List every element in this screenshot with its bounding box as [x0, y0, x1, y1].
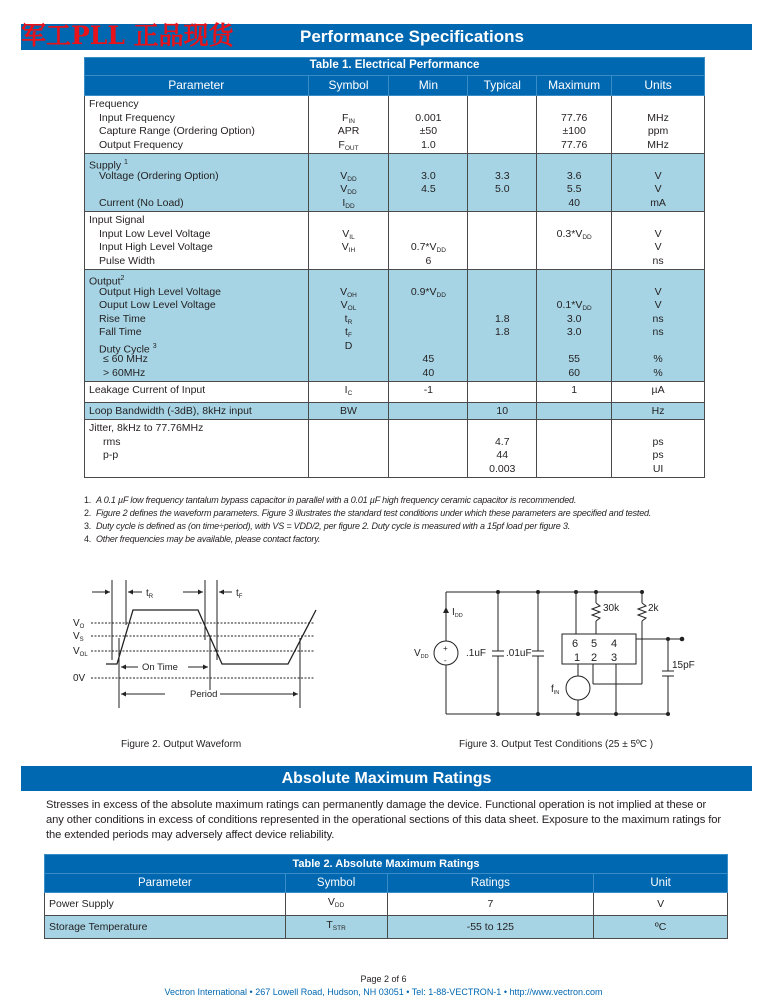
svg-text:+: + — [443, 644, 448, 653]
page-footer — [0, 973, 767, 999]
period-label: Period — [190, 689, 218, 700]
param-label: Input High Level Voltage — [99, 241, 213, 253]
symbol: V — [340, 169, 348, 182]
footnote-text: Duty cycle is defined as (on time÷period), with VS = VDD/2, per figure 2. Duty cycle is measured with a 15pf load per figure 3. — [96, 521, 571, 531]
symbol-sub: DD — [347, 189, 357, 196]
value: V — [654, 299, 662, 311]
value: V — [654, 169, 662, 182]
symbol: t — [345, 326, 348, 338]
figure3-caption: Figure 3. Output Test Conditions (25 ± 5ºC ) — [459, 739, 654, 750]
tf-label: $t_F$ — [236, 588, 243, 600]
current-arrow-icon — [443, 607, 449, 613]
waveform-trace — [106, 610, 316, 664]
col-header: Units — [612, 76, 705, 96]
value: 5.0 — [494, 183, 510, 195]
value: 77.76 — [561, 138, 588, 151]
table-row-jitter — [85, 420, 705, 478]
group-label: Input Signal — [89, 214, 145, 226]
symbol: APR — [337, 125, 360, 137]
value: 1.0 — [421, 138, 436, 151]
value-sub: DD — [436, 247, 446, 254]
symbol: V — [340, 285, 348, 298]
param-label: Input Frequency — [99, 111, 175, 124]
symbol: F — [342, 111, 349, 124]
pin-6: 6 — [572, 638, 579, 650]
param-cell: Leakage Current of Input — [85, 382, 309, 403]
footnote-text: Figure 2 defines the waveform parameters. Figure 3 illustrates the standard test conditions under which these parameters are specified and tested. — [96, 508, 652, 518]
group-label: Frequency — [89, 98, 139, 110]
symbol-sub: DD — [347, 175, 357, 183]
vol-label: $V_{OL}$ — [73, 646, 88, 658]
footnote — [84, 507, 714, 520]
col-header: Maximum — [537, 76, 612, 96]
param-cell: Power Supply — [45, 893, 286, 916]
footnote-number: 2. — [84, 508, 92, 518]
symbol-sub: F — [347, 332, 352, 339]
value-sub: DD — [436, 291, 446, 299]
section-banner-abs-max: Absolute Maximum Ratings — [21, 766, 752, 791]
pin-4: 4 — [611, 638, 618, 650]
watermark-stamp: 军工PLL 正品现货 — [21, 21, 234, 50]
param-label: Duty Cycle — [99, 343, 150, 355]
symbol-sub: OUT — [344, 144, 359, 152]
section-title: Performance Specifications — [300, 27, 524, 46]
col-header: Min — [389, 76, 468, 96]
symbol-cell — [308, 382, 389, 403]
param-label: Voltage (Ordering Option) — [99, 169, 219, 182]
symbol: V — [341, 241, 349, 253]
footnote — [84, 520, 714, 533]
footnote — [84, 533, 714, 546]
figure2-caption: Figure 2. Output Waveform — [121, 739, 242, 750]
max-cell — [537, 270, 612, 382]
footnote — [84, 494, 714, 507]
min-cell — [389, 420, 468, 478]
col-header: Parameter — [45, 874, 286, 893]
company-address: Vectron International • 267 Lowell Road, Hudson, NH 03051 • Tel: 1-88-VECTRON-1 • http://www.vectron.com — [164, 987, 603, 997]
typ-cell — [468, 420, 537, 478]
typ-cell — [468, 270, 537, 382]
rating-cell: 7 — [387, 893, 594, 916]
value: 1.8 — [494, 326, 510, 338]
max-cell — [537, 96, 612, 154]
symbol-cell — [285, 893, 387, 916]
typ-cell — [468, 154, 537, 212]
value: 45 — [422, 353, 435, 365]
table-caption: Table 2. Absolute Maximum Ratings — [45, 855, 728, 874]
col-header: Symbol — [308, 76, 389, 96]
value: ps — [652, 435, 664, 448]
footnote-ref: 1 — [124, 159, 128, 166]
symbol: t — [344, 312, 348, 325]
param-label: Ouput Low Level Voltage — [99, 299, 216, 311]
typ-cell — [468, 382, 537, 403]
section-banner-performance — [21, 21, 752, 50]
symbol: V — [340, 183, 348, 195]
idd-label: $I_{DD}$ — [452, 607, 463, 619]
col-header: Parameter — [85, 76, 309, 96]
fin-label: $f_{IN}$ — [551, 684, 560, 696]
page-number: Page 2 of 6 — [360, 974, 407, 984]
symbol: V — [340, 299, 348, 311]
value: 0.003 — [489, 462, 516, 475]
max-cell — [537, 402, 612, 420]
value: 40 — [422, 366, 435, 379]
group-label: Supply — [89, 159, 122, 172]
output-terminal — [680, 637, 685, 642]
symbol-sub: IL — [349, 233, 355, 241]
cl-label: 15pF — [672, 660, 695, 671]
units-cell — [612, 154, 705, 212]
symbol-sub: R — [347, 318, 353, 326]
param-cell — [85, 154, 309, 212]
value: V — [654, 241, 662, 253]
value: MHz — [647, 138, 669, 151]
units-cell — [612, 270, 705, 382]
vo-label: $V_O$ — [73, 618, 85, 630]
value: 5.5 — [566, 183, 582, 195]
symbol-cell — [308, 270, 389, 382]
value: 60 — [568, 366, 581, 379]
value: 77.76 — [561, 111, 588, 124]
param-label: Current (No Load) — [99, 196, 184, 209]
param-label: Output Frequency — [99, 138, 184, 151]
on-time-label: On Time — [142, 662, 178, 673]
value: V — [654, 183, 662, 195]
value: 3.0 — [566, 312, 582, 325]
value: ±100 — [562, 125, 586, 137]
footnotes — [84, 494, 714, 546]
pin-5: 5 — [591, 638, 598, 650]
table-row — [45, 893, 728, 916]
value: ns — [652, 254, 664, 267]
value: 6 — [425, 254, 432, 267]
table-row-frequency — [85, 96, 705, 154]
footnote-text: A 0.1 µF low frequency tantalum bypass capacitor in parallel with a 0.01 µF high frequency ceramic capacitor is recommended. — [96, 495, 577, 505]
value: 4.7 — [494, 435, 510, 448]
value: 0.9*V — [410, 285, 437, 298]
footnote-ref: 3 — [152, 342, 157, 350]
value: 1.8 — [494, 312, 510, 325]
footnote-number: 1. — [84, 495, 92, 505]
typ-cell — [468, 212, 537, 270]
symbol-sub: DD — [345, 202, 355, 210]
value: ppm — [647, 125, 669, 137]
symbol-cell — [285, 916, 387, 939]
max-cell — [537, 154, 612, 212]
col-header: Unit — [594, 874, 728, 893]
symbol: I — [344, 384, 348, 396]
col-header: Symbol — [285, 874, 387, 893]
footnote-number: 3. — [84, 521, 92, 531]
value: UI — [652, 462, 664, 475]
value: 0.7*V — [410, 241, 437, 253]
min-cell — [389, 402, 468, 420]
table-caption: Table 1. Electrical Performance — [85, 58, 705, 76]
param-label: Capture Range (Ordering Option) — [99, 125, 255, 137]
value: 0.001 — [415, 111, 442, 124]
fin-source-icon — [566, 676, 590, 700]
symbol-sub: C — [347, 390, 353, 397]
param-label: Fall Time — [99, 326, 142, 338]
value: 3.0 — [421, 169, 436, 182]
footnote-text: Other frequencies may be available, please contact factory. — [96, 534, 321, 544]
c1-label: .1uF — [466, 648, 487, 659]
pin-3: 3 — [611, 652, 618, 664]
units-cell — [612, 96, 705, 154]
symbol: V — [327, 896, 335, 908]
r1-label: 30k — [603, 603, 620, 614]
value: MHz — [647, 111, 669, 124]
min-cell — [389, 212, 468, 270]
min-cell: -1 — [389, 382, 468, 403]
symbol: T — [326, 919, 333, 931]
param-cell — [85, 96, 309, 154]
col-header: Typical — [468, 76, 537, 96]
min-cell — [389, 96, 468, 154]
value: V — [654, 285, 662, 298]
param-cell — [85, 212, 309, 270]
value: 0.1*V — [556, 299, 583, 311]
max-cell: 1 — [537, 382, 612, 403]
symbol-sub: IN — [348, 117, 355, 125]
param-label: Input Low Level Voltage — [99, 227, 211, 240]
max-cell — [537, 420, 612, 478]
abs-max-ratings-table — [44, 854, 728, 939]
c2-label: .01uF — [506, 648, 532, 659]
rating-cell: -55 to 125 — [387, 916, 594, 939]
unit-cell: ºC — [594, 916, 728, 939]
symbol-sub: STR — [332, 925, 346, 932]
value: 3.0 — [566, 326, 582, 338]
units-cell — [612, 212, 705, 270]
value: 3.3 — [494, 169, 510, 182]
table-row-leakage — [85, 382, 705, 403]
param-label: Pulse Width — [99, 254, 156, 267]
symbol-sub: IH — [348, 247, 356, 254]
value: 55 — [568, 353, 581, 365]
param-sublabel: ≤ 60 MHz — [103, 353, 148, 365]
value-sub: DD — [582, 233, 592, 241]
svg-text:-: - — [444, 656, 447, 665]
units-cell: Hz — [612, 402, 705, 420]
tr-label: $t_R$ — [146, 588, 154, 600]
table-row-output — [85, 270, 705, 382]
table-row-supply — [85, 154, 705, 212]
symbol-cell — [308, 154, 389, 212]
value: 0.3*V — [556, 227, 583, 240]
value: 40 — [568, 196, 581, 209]
symbol: D — [344, 339, 353, 352]
group-label: Output — [89, 275, 121, 288]
param-cell — [85, 270, 309, 382]
symbol-cell — [308, 96, 389, 154]
test-circuit-diagram — [400, 575, 710, 725]
unit-cell: V — [594, 893, 728, 916]
value: ±50 — [419, 125, 438, 137]
param-sublabel: p-p — [103, 449, 119, 461]
typ-cell: 10 — [468, 402, 537, 420]
r2-label: 2k — [648, 603, 659, 614]
units-cell — [612, 420, 705, 478]
symbol: V — [342, 227, 350, 240]
max-cell — [537, 212, 612, 270]
param-sublabel: rms — [103, 435, 121, 448]
value: mA — [650, 196, 666, 209]
resistor-2k-icon — [638, 603, 646, 621]
symbol-cell — [308, 212, 389, 270]
pin-2: 2 — [591, 652, 598, 664]
param-cell: Storage Temperature — [45, 916, 286, 939]
group-label: Jitter, 8kHz to 77.76MHz — [89, 422, 204, 434]
pin-1: 1 — [574, 652, 581, 664]
param-label: Rise Time — [99, 312, 146, 325]
value: % — [653, 366, 663, 379]
min-cell — [389, 154, 468, 212]
footnote-number: 4. — [84, 534, 92, 544]
value: ns — [652, 312, 664, 325]
table-row-input-signal — [85, 212, 705, 270]
typ-cell — [468, 96, 537, 154]
value: % — [653, 353, 663, 365]
symbol-sub: OL — [347, 305, 357, 312]
param-cell: Loop Bandwidth (-3dB), 8kHz input — [85, 402, 309, 420]
vdd-label: $V_{DD}$ — [414, 648, 429, 660]
param-cell — [85, 420, 309, 478]
table-row — [45, 916, 728, 939]
value: ns — [652, 326, 664, 338]
output-waveform-diagram — [60, 580, 330, 710]
value: V — [654, 227, 662, 240]
value-sub: DD — [582, 305, 592, 312]
abs-max-paragraph: Stresses in excess of the absolute maximum ratings can permanently damage the device. Functional operation is not implied at these or any other conditions in excess of conditions represented in the operational sections of this data sheet. Exposure to the maximum ratings for the extended periods may adversely affect device reliability. — [46, 799, 722, 841]
vs-label: $V_S$ — [73, 631, 84, 643]
value: 3.6 — [566, 169, 582, 182]
value: 4.5 — [421, 183, 436, 195]
electrical-performance-table — [84, 57, 705, 478]
value: ps — [652, 449, 664, 461]
units-cell: µA — [612, 382, 705, 403]
footnote-ref: 2 — [120, 275, 125, 282]
symbol-sub: DD — [334, 902, 345, 909]
value: 44 — [496, 449, 509, 461]
symbol-cell: BW — [308, 402, 389, 420]
symbol-sub: OH — [347, 291, 357, 299]
symbol: F — [338, 138, 345, 151]
min-cell — [389, 270, 468, 382]
symbol: I — [342, 196, 346, 209]
table-row-loop-bandwidth — [85, 402, 705, 420]
col-header: Ratings — [387, 874, 594, 893]
zero-volt-label: 0V — [73, 673, 86, 684]
param-label: Output High Level Voltage — [99, 285, 222, 298]
resistor-30k-icon — [592, 603, 600, 621]
symbol-cell — [308, 420, 389, 478]
param-sublabel: > 60MHz — [103, 366, 146, 379]
